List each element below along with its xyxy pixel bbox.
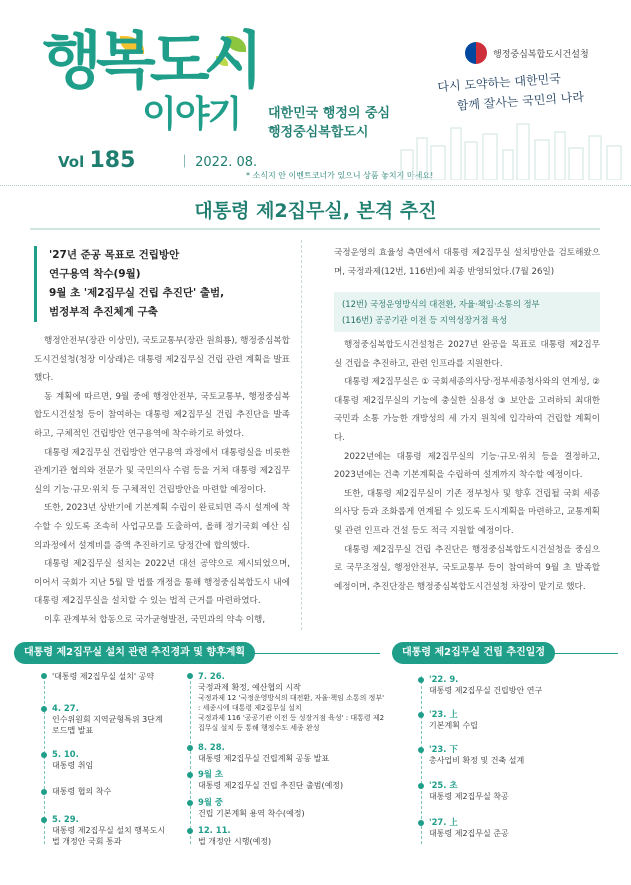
timeline-text: 대통령 제2집무실 건립방안 연구 xyxy=(429,686,543,695)
timeline-dot xyxy=(41,752,47,758)
timeline-text: 대통령 제2집무실 착공 xyxy=(429,792,509,801)
timeline-text: 건립 기본계획 용역 착수(예정) xyxy=(198,809,305,818)
column-divider xyxy=(301,240,302,630)
timeline-text: 대통령 협의 착수 xyxy=(52,787,112,796)
timeline-dot xyxy=(41,706,47,712)
timeline-item xyxy=(198,671,388,733)
timeline-dot xyxy=(187,800,193,806)
paragraph: 또한, 2023년 상반기에 기본계획 수립이 완료되면 즉시 설계에 착수할 수 있도록 조속히 사업규모를 도출하여, 올해 정기국회 예산 심의과정에서 설계비를 증액 추진하기로 당정간에 합의했다. xyxy=(34,503,290,551)
summary-line: 연구용역 착수(9월) xyxy=(49,268,141,280)
timeline-dot xyxy=(187,673,193,679)
paragraph: 또한, 대통령 제2집무실이 기존 정부청사 및 향후 건립될 국회 세종의사당 등과 조화롭게 연계될 수 있도록 도시계획을 마련하고, 교통계획 및 관련 인프라 건설 등도 적극 지원할 예정이다. xyxy=(334,488,600,536)
slogan xyxy=(437,67,585,117)
timeline-date: '22. 9. xyxy=(429,674,459,684)
timeline-dot xyxy=(418,677,424,683)
timeline-dot xyxy=(41,789,47,795)
lead-line-2: 행정중심복합도시 xyxy=(268,125,369,140)
timeline-item xyxy=(198,825,388,847)
timeline-text: 기본계획 수립 xyxy=(429,721,478,730)
timeline-date: 5. 10. xyxy=(52,749,79,759)
timeline-item xyxy=(429,817,609,839)
timeline-item xyxy=(198,742,388,764)
right-intro xyxy=(334,244,600,281)
masthead-lead xyxy=(268,104,390,142)
issue-date: ｜ 2022. 08. xyxy=(178,155,258,170)
timeline-dot xyxy=(41,817,47,823)
org-name: 행정중심복합도시건설청 xyxy=(493,49,589,60)
timeline-date: '23. 上 xyxy=(429,709,458,719)
timeline-date: 4. 27. xyxy=(52,703,79,713)
city-skyline-icon xyxy=(391,120,631,180)
paragraph: 대통령 제2집무실 건립 추진단은 행정중심복합도시건설청을 중심으로 국무조정실, 행정안전부, 국토교통부 등이 참여하여 9월 초 발족할 예정이며, 추진단장은 행정중심복합도시건설청 차장이 맡기로 했다. xyxy=(334,544,600,592)
timeline-date: 9월 초 xyxy=(198,769,223,779)
timeline-dot xyxy=(418,783,424,789)
timeline-text: 인수위원회 지역균형특위 3단계 로드맵 발표 xyxy=(52,715,163,735)
timeline-date: '25. 초 xyxy=(429,780,458,790)
slogan-line-1: 다시 도약하는 대한민국 xyxy=(436,71,562,95)
timeline-text: 대통령 제2집무실 준공 xyxy=(429,829,509,838)
volume-number xyxy=(58,148,135,173)
timeline-date: 9월 중 xyxy=(198,797,223,807)
right-column xyxy=(334,336,600,596)
timeline-date: 12. 11. xyxy=(198,825,231,835)
timeline-item xyxy=(429,709,609,731)
timeline-text: 법 개정안 시행(예정) xyxy=(198,837,272,846)
paragraph: 대통령 제2집무실 건립방안 연구용역 과정에서 대통령실을 비롯한 관계기관 협의와 전문가 및 국민의사 수렴 등을 거쳐 대통령 제2집무실의 기능·규모·위치 등 구체적인 건립방안을 마련할 예정이다. xyxy=(34,447,291,495)
paragraph: 행정중심복합도시건설청은 2027년 완공을 목표로 대통령 제2집무실 건립을 추진하고, 관련 인프라를 지원한다. xyxy=(334,340,600,369)
lead-line-1: 대한민국 행정의 중심 xyxy=(268,106,391,121)
timeline-item xyxy=(52,814,172,847)
timeline-item xyxy=(429,780,609,802)
timeline-date: 7. 26. xyxy=(198,671,225,681)
summary-line: 범정부적 추진체계 구축 xyxy=(49,306,158,318)
summary-line: 9월 초 '제2집무실 건립 추진단' 출범, xyxy=(49,287,225,299)
paragraph: 행정안전부(장관 이상민), 국토교통부(장관 원희룡), 행정중심복합도시건설청(청장 이상래)은 대통령 제2집무실 건립 관련 계획을 발표했다. xyxy=(34,336,290,384)
timeline-tag-right: 대통령 제2집무실 건립 추진일정 xyxy=(392,642,555,664)
timeline-dot xyxy=(418,820,424,826)
paragraph: 이후 관계부처 합동으로 국가균형발전, 국민과의 약속 이행, xyxy=(44,614,266,625)
masthead xyxy=(0,0,631,185)
timeline-date: '27. 上 xyxy=(429,817,458,827)
timeline-date: 8. 28. xyxy=(198,742,225,752)
paragraph: 대통령 제2집무실은 ① 국회세종의사당·정부세종청사와의 연계성, ② 대통령 제2집무실의 기능에 충실한 실용성 ③ 보안을 고려하되 최대한 국민과 소통 가능한 개방성의 세 가지 원칙에 입각하여 건립할 계획이다. xyxy=(334,377,600,443)
timeline-date: 5. 29. xyxy=(52,814,79,824)
timeline-date: '23. 下 xyxy=(429,744,458,754)
timeline-item xyxy=(198,797,388,819)
policy-line: (12번) 국정운영방식의 대전환, 자율·책임·소통의 정부 xyxy=(342,299,540,309)
timeline-item xyxy=(52,703,172,736)
paragraph: 대통령 제2집무실 설치는 2022년 대선 공약으로 제시되었으며, 이어서 국회가 지난 5월 말 법률 개정을 통해 행정중심복합도시 내에 대통령 제2집무실을 설치할 수 있는 법적 근거를 마련하였다. xyxy=(34,559,290,607)
vol-label: Vol xyxy=(58,153,85,171)
timeline-text: 대통령 취임 xyxy=(52,761,94,770)
timeline-item xyxy=(52,749,172,771)
timeline-subnote: 국정과제 12 '국정운영방식의 대전환, 자율·책임 소통의 정부' : 세종시에 대통령 제2집무실 설치 xyxy=(198,694,385,712)
vol-num: 185 xyxy=(89,148,136,173)
event-note: * 소식지 안 이벤트코너가 있으니 상품 놓치지 마세요! xyxy=(246,171,434,180)
date-text: 2022. 08. xyxy=(195,155,258,170)
timeline-axis xyxy=(421,676,422,844)
left-column xyxy=(34,332,290,630)
timeline-text: 국정과제 확정, 예산협의 시작 xyxy=(198,683,301,692)
timeline-subnote: 국정과제 116 '공공기관 이전 등 성장거점 육성' : 대통령 제2집무실 설치 등 통해 행정수도 세종 완성 xyxy=(198,714,385,732)
paragraph: 국정운영의 효율성 측면에서 대통령 제2집무실 설치방안을 검토해왔으며, 국정과제(12번, 116번)에 최종 반영되었다.(7월 26일) xyxy=(334,248,600,277)
timeline-text: 대통령 제2집무실 설치 행복도시법 개정안 국회 통과 xyxy=(52,826,166,846)
timeline-item xyxy=(198,769,388,791)
slogan-line-2: 함께 잘사는 국민의 나라 xyxy=(456,89,585,113)
timeline-item xyxy=(52,786,172,797)
masthead-title: 행복도시 xyxy=(42,24,258,97)
org-logo xyxy=(465,42,589,64)
timeline-item xyxy=(429,674,609,696)
timeline-text: 총사업비 확정 및 건축 설계 xyxy=(429,756,525,765)
paragraph: 2022년에는 대통령 제2집무실의 기능·규모·위치 등을 결정하고, 2023년에는 건축 기본계획을 수립하여 설계까지 착수할 예정이다. xyxy=(334,451,600,481)
taegeuk-icon xyxy=(465,42,487,64)
masthead-subtitle: 이야기 xyxy=(142,94,241,135)
timeline-dot xyxy=(418,712,424,718)
timeline-dot xyxy=(418,747,424,753)
timeline-item xyxy=(429,744,609,766)
summary-box xyxy=(34,246,305,322)
timeline-dot xyxy=(187,745,193,751)
timeline-tag-left: 대통령 제2집무실 설치 관련 추진경과 및 향후계획 xyxy=(14,642,255,664)
headline-underline xyxy=(30,228,600,230)
timeline-dot xyxy=(187,772,193,778)
timeline-text: 대통령 제2집무실 건립 추진단 출범(예정) xyxy=(198,781,344,790)
timeline-text: '대통령 제2집무실 설치' 공약 xyxy=(52,672,155,681)
timeline-dot xyxy=(187,828,193,834)
article-headline: 대통령 제2집무실, 본격 추진 xyxy=(194,200,437,222)
policy-line: (116번) 공공기관 이전 등 지역성장거점 육성 xyxy=(342,315,508,325)
timeline-text: 대통령 제2집무실 건립계획 공동 발표 xyxy=(198,754,330,763)
summary-line: '27년 준공 목표로 건립방안 xyxy=(49,249,180,261)
paragraph: 동 계획에 따르면, 9월 중에 행정안전부, 국토교통부, 행정중심복합도시건설청 등이 참여하는 대통령 제2집무실 건립 추진단을 발족하고, 구체적인 건립방안 연구용역에 착수하기로 하였다. xyxy=(34,391,290,439)
header-separator xyxy=(0,185,631,186)
timeline-dot xyxy=(41,673,47,679)
timeline-item xyxy=(52,671,172,682)
policy-box xyxy=(334,292,600,332)
timeline-axis xyxy=(190,676,191,844)
